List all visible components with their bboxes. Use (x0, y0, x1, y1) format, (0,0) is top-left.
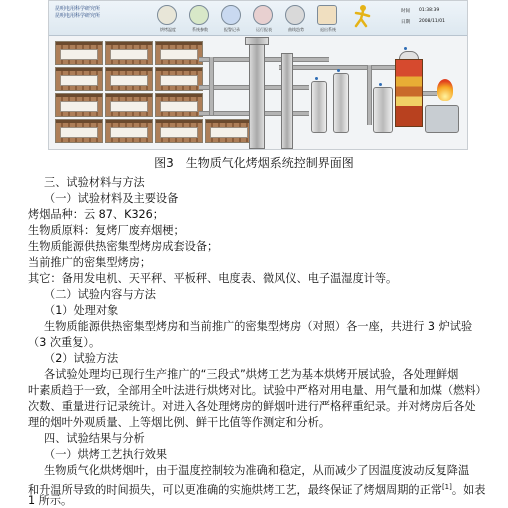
purification-tower[interactable] (281, 53, 293, 149)
gas-pipe (421, 91, 437, 96)
purification-tower[interactable] (249, 39, 265, 149)
paragraph-line (28, 480, 485, 498)
curing-barn[interactable] (55, 67, 103, 91)
paragraph-line: 生物质能源供热密集型烤房成套设备； (28, 240, 219, 253)
paragraph-line: 叶素质趋于一致，全部用全叶法进行烘烤对比。试验中严格对用电量、用气量和加煤（燃料） (28, 384, 487, 397)
curing-barn[interactable] (55, 119, 103, 143)
exit-button[interactable]: 退出系统 (317, 5, 337, 25)
control-interface-figure (48, 0, 468, 150)
paragraph-line: （3 次重复）。 (28, 336, 101, 349)
subsection-heading: （一）烘烤工艺执行效果 (44, 448, 168, 461)
parameters-button[interactable]: 系统参数 (189, 5, 209, 25)
temperature-button[interactable]: 烘烤温度 (157, 5, 177, 25)
gas-pipe (367, 65, 372, 125)
subsection-heading: （一）试验材料及主要设备 (44, 192, 179, 205)
status-indicator (404, 47, 407, 50)
tank[interactable] (373, 87, 393, 133)
paragraph-line: 理的烟叶外观质量、上等烟比例、鲜干比值等作测定和分析。 (28, 416, 331, 429)
logo-line-1: 昆明电用科学研究所 (55, 6, 101, 12)
trend-button[interactable]: 曲线趋势 (285, 5, 305, 25)
paragraph-line: 1 所示。 (28, 494, 73, 507)
tower-cap (245, 37, 269, 45)
section-heading: 三、试验材料与方法 (44, 176, 145, 189)
curing-barn[interactable] (105, 119, 153, 143)
curing-barn[interactable] (55, 41, 103, 65)
paragraph-line: 次数、重量进行记录统计。对进入各处理烤房的鲜烟叶进行严格秤重纪录。并对烤房后各处 (28, 400, 476, 413)
paragraph-line: 生物质气化烘烤烟叶，由于温度控制较为准确和稳定，从而减少了因温度波动反复降温 (44, 464, 470, 477)
report-button[interactable]: 运行报表 (253, 5, 273, 25)
curing-barn[interactable] (155, 41, 203, 65)
time-value: 01:38:39 (419, 8, 440, 13)
paragraph-line: 当前推广的密集型烤房； (28, 256, 152, 269)
paragraph-line: 生物质能源供热密集型烤房和当前推广的密集型烤房（对照）各一座，共进行 3 炉试验 (44, 320, 473, 333)
gas-pipe (209, 57, 214, 115)
citation-marker[interactable]: [1] (441, 483, 452, 491)
running-man-icon (353, 4, 371, 30)
paragraph-line: 烤烟品种：云 87、K326； (28, 208, 164, 221)
item-heading: （1）处理对象 (44, 304, 119, 317)
logo-line-2: 昆明电用科学研究所 (55, 13, 101, 19)
alarm-button[interactable]: 报警记录 (221, 5, 241, 25)
burner-unit[interactable] (425, 105, 459, 133)
curing-barn[interactable] (205, 119, 253, 143)
figure-toolbar (49, 1, 467, 36)
curing-barn[interactable] (155, 119, 203, 143)
status-indicator (315, 77, 318, 80)
paragraph-line: 各试验处理均已现行生产推广的“三段式”烘烤工艺为基本烘烤开展试验，各处理鲜烟 (44, 368, 459, 381)
tank[interactable] (333, 73, 349, 133)
date-value: 2008/11/01 (419, 19, 445, 24)
paragraph-line: 生物质原料：复烤厂废弃烟梗； (28, 224, 185, 237)
subsection-heading: （二）试验内容与方法 (44, 288, 156, 301)
tank[interactable] (311, 81, 327, 133)
curing-barn[interactable] (105, 93, 153, 117)
curing-barn[interactable] (55, 93, 103, 117)
status-indicator (379, 83, 382, 86)
date-label: 日期 (401, 20, 410, 25)
clock-display (401, 5, 459, 29)
curing-barn[interactable] (155, 67, 203, 91)
curing-barn[interactable] (105, 41, 153, 65)
paragraph-line: 其它：备用发电机、天平秤、平板秤、电度表、微风仪、电子温湿度计等。 (28, 272, 398, 285)
paragraph-text: 和升温所导致的时间损失，可以更准确的实施烘烤工艺，最终保证了烤烟周期的正常 (28, 483, 442, 497)
item-heading: （2）试验方法 (44, 352, 119, 365)
burner-flame (437, 79, 453, 101)
section-heading: 四、试验结果与分析 (44, 432, 145, 445)
paragraph-text: 。如表 (451, 483, 486, 497)
curing-barn[interactable] (155, 93, 203, 117)
curing-barn[interactable] (105, 67, 153, 91)
time-label: 时间 (401, 9, 410, 14)
institute-logo-text (55, 6, 135, 30)
status-indicator (337, 69, 340, 72)
figure-caption: 图3 生物质气化烤烟系统控制界面图 (154, 156, 354, 170)
gasifier[interactable] (395, 59, 423, 127)
